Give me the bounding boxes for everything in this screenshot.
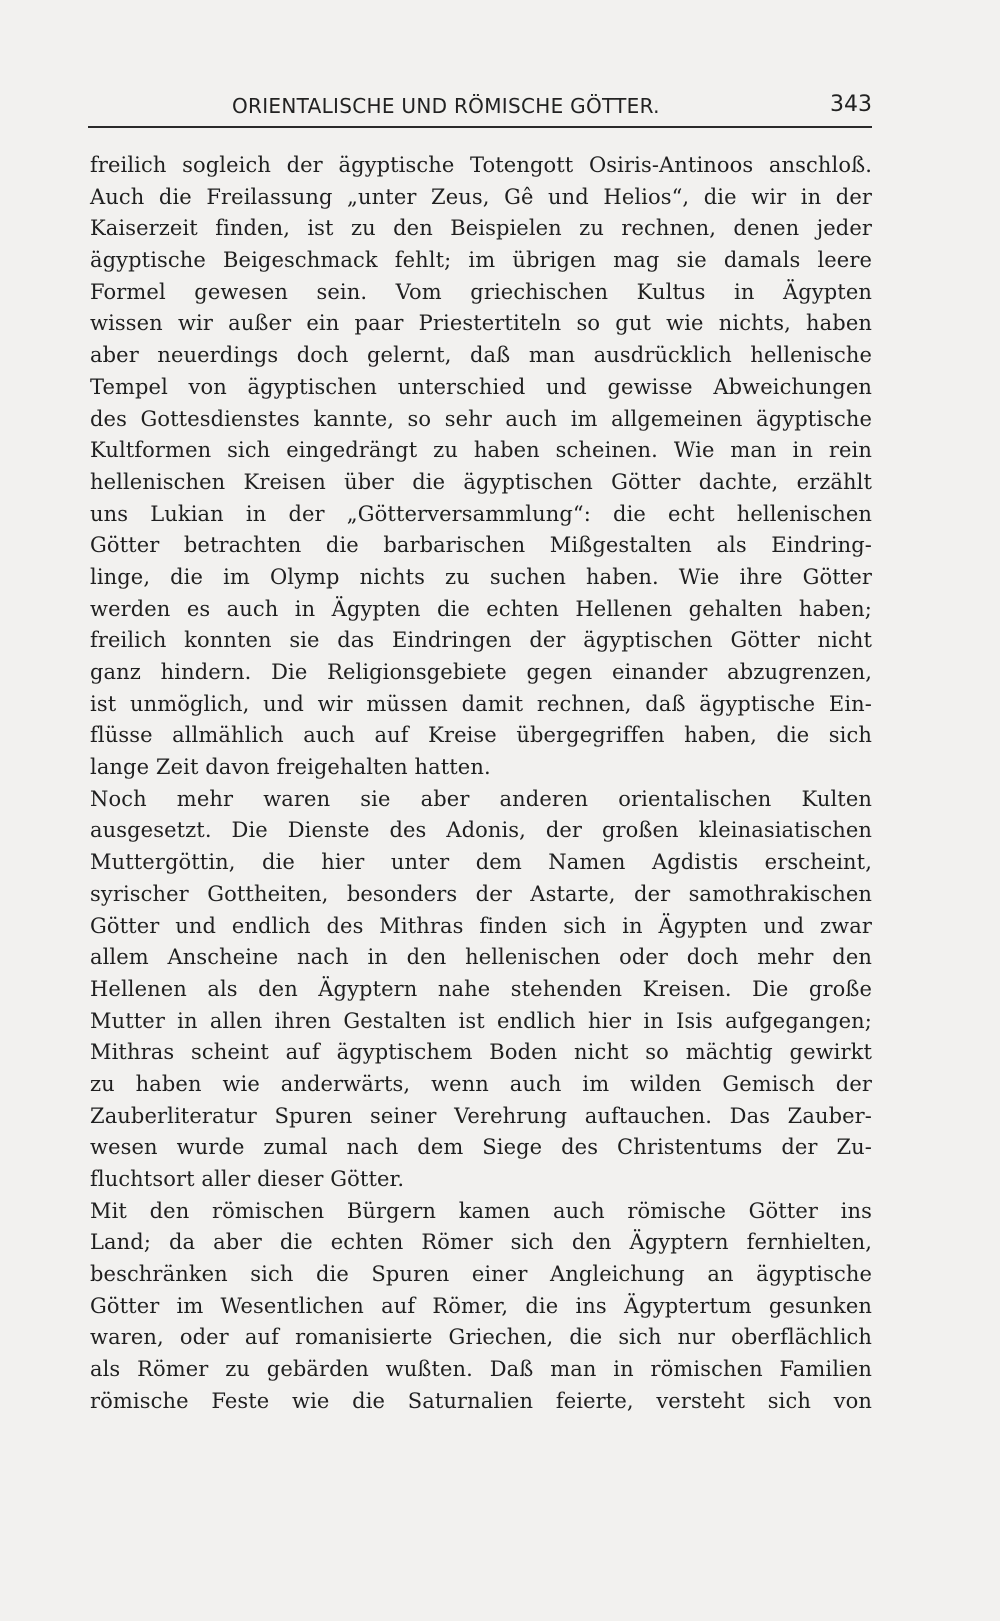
text-line: beschränken sich die Spuren einer Angleichung an ägyptische bbox=[90, 1262, 872, 1287]
text-line: uns Lukian in der „Götterversammlung“: die echt hellenischen bbox=[90, 501, 872, 526]
text-line: Götter betrachten die barbarischen Mißgestalten als Eindring- bbox=[90, 533, 872, 558]
text-line: Auch die Freilassung „unter Zeus, Gê und Helios“, die wir in der bbox=[90, 184, 872, 209]
text-line: aber neuerdings doch gelernt, daß man ausdrücklich hellenische bbox=[90, 343, 872, 368]
text-line: ist unmöglich, und wir müssen damit rechnen, daß ägyptische Ein- bbox=[90, 691, 872, 716]
text-line: allem Anscheine nach in den hellenischen oder doch mehr den bbox=[90, 945, 872, 970]
text-line: Hellenen als den Ägyptern nahe stehenden Kreisen. Die große bbox=[90, 976, 872, 1001]
text-line: flüsse allmählich auch auf Kreise übergegriffen haben, die sich bbox=[90, 723, 872, 748]
running-title: ORIENTALISCHE UND RÖMISCHE GÖTTER. bbox=[232, 94, 660, 118]
text-line: wissen wir außer ein paar Priestertiteln so gut wie nichts, haben bbox=[90, 311, 872, 336]
text-line: Zauberliteratur Spuren seiner Verehrung auftauchen. Das Zauber- bbox=[90, 1103, 872, 1128]
text-line: als Römer zu gebärden wußten. Daß man in römischen Familien bbox=[90, 1357, 872, 1382]
text-line: Land; da aber die echten Römer sich den Ägyptern fernhielten, bbox=[90, 1230, 872, 1255]
text-line: linge, die im Olymp nichts zu suchen haben. Wie ihre Götter bbox=[90, 564, 872, 589]
page-number: 343 bbox=[830, 92, 872, 117]
text-line: freilich konnten sie das Eindringen der ägyptischen Götter nicht bbox=[90, 628, 872, 653]
text-line: Götter und endlich des Mithras finden sich in Ägypten und zwar bbox=[90, 913, 872, 938]
text-line: ganz hindern. Die Religionsgebiete gegen einander abzugrenzen, bbox=[90, 660, 872, 684]
text-line: römische Feste wie die Saturnalien feierte, versteht sich von bbox=[90, 1388, 872, 1413]
text-line: Noch mehr waren sie aber anderen orientalischen Kulten bbox=[90, 786, 872, 811]
text-line: Formel gewesen sein. Vom griechischen Kultus in Ägypten bbox=[90, 279, 872, 304]
text-line: Mutter in allen ihren Gestalten ist endlich hier in Isis aufgegangen; bbox=[90, 1008, 872, 1033]
text-line: Muttergöttin, die hier unter dem Namen Agdistis erscheint, bbox=[90, 850, 872, 875]
text-line: waren, oder auf romanisierte Griechen, die sich nur oberflächlich bbox=[90, 1325, 872, 1350]
text-line: syrischer Gottheiten, besonders der Astarte, der samothrakischen bbox=[90, 881, 872, 906]
text-line: lange Zeit davon freigehalten hatten. bbox=[90, 755, 491, 780]
page-header bbox=[88, 92, 872, 128]
text-line: freilich sogleich der ägyptische Totengott Osiris-Antinoos anschloß. bbox=[90, 153, 872, 177]
text-line: zu haben wie anderwärts, wenn auch im wilden Gemisch der bbox=[90, 1071, 872, 1096]
text-line: des Gottesdienstes kannte, so sehr auch im allgemeinen ägyptische bbox=[90, 406, 872, 431]
text-line: Mithras scheint auf ägyptischem Boden nicht so mächtig gewirkt bbox=[90, 1040, 872, 1065]
text-line: Götter im Wesentlichen auf Römer, die ins Ägyptertum gesunken bbox=[90, 1293, 872, 1318]
text-line: Kultformen sich eingedrängt zu haben scheinen. Wie man in rein bbox=[90, 438, 872, 463]
text-line: ägyptische Beigeschmack fehlt; im übrigen mag sie damals leere bbox=[90, 248, 872, 273]
text-line: Kaiserzeit finden, ist zu den Beispielen zu rechnen, denen jeder bbox=[90, 216, 872, 241]
text-line: werden es auch in Ägypten die echten Hellenen gehalten haben; bbox=[90, 596, 872, 621]
text-line: ausgesetzt. Die Dienste des Adonis, der großen kleinasiatischen bbox=[90, 818, 872, 843]
body-text bbox=[90, 150, 872, 1418]
text-line: Tempel von ägyptischen unterschied und gewisse Abweichungen bbox=[90, 374, 872, 399]
text-line: Mit den römischen Bürgern kamen auch römische Götter ins bbox=[90, 1198, 872, 1223]
text-line: hellenischen Kreisen über die ägyptischen Götter dachte, erzählt bbox=[90, 469, 872, 494]
text-line: wesen wurde zumal nach dem Siege des Christentums der Zu- bbox=[90, 1135, 872, 1160]
text-line: fluchtsort aller dieser Götter. bbox=[90, 1167, 405, 1191]
